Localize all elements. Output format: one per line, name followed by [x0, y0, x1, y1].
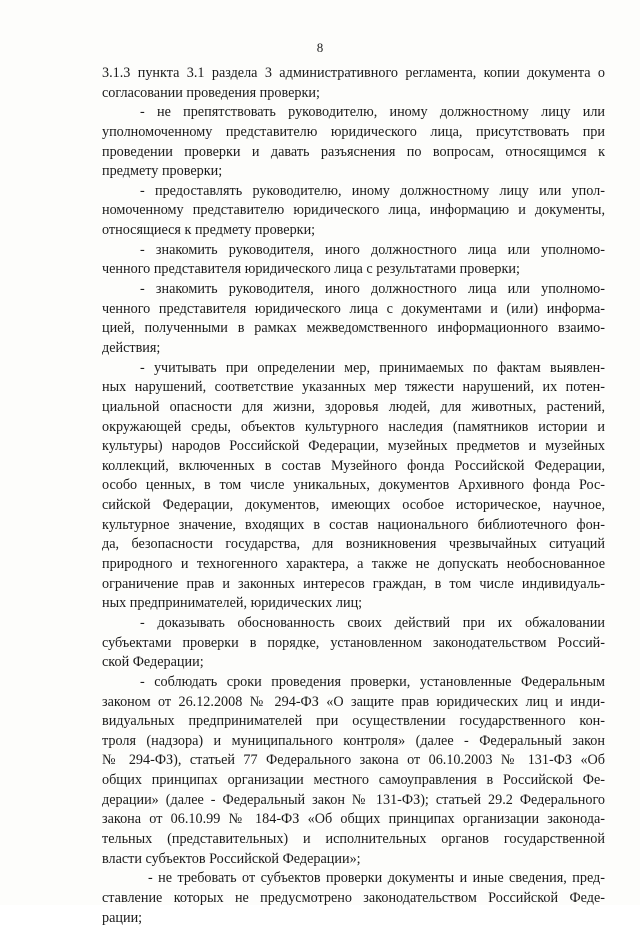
text-line: ставление которых не предусмотрено законодательством Российской Феде- — [102, 889, 605, 906]
text-line: - знакомить руководителя, иного должностного лица или уполномо- — [140, 281, 605, 298]
text-line: цией, полученными в рамках межведомственного информационного взаимо- — [102, 320, 605, 337]
text-line: окружающей среды, объектов культурного наследия (памятников истории и — [102, 418, 605, 435]
text-line: дерации» (далее - Федеральный закон № 131-ФЗ); статьей 29.2 Федерального — [102, 791, 605, 808]
text-line: ченного представителя юридического лица с документами и (или) информа- — [102, 300, 605, 317]
text-line: ных нарушений, соответствие указанных мер тяжести нарушений, их потен- — [102, 379, 605, 396]
text-line: - учитывать при определении мер, принимаемых по фактам выявлен- — [140, 359, 605, 376]
text-line: - не препятствовать руководителю, иному должностному лицу или — [140, 104, 605, 121]
text-line: - предоставлять руководителю, иному должностному лицу или упол- — [140, 182, 605, 199]
text-line: законом от 26.12.2008 № 294-ФЗ «О защите прав юридических лиц и инди- — [102, 693, 605, 710]
text-line: природного и техногенного характера, а также не допускать необоснованное — [102, 556, 605, 573]
text-line: номоченному представителю юридического лица, информацию и документы, — [102, 202, 605, 219]
text-line: - доказывать обоснованность своих действий при их обжаловании — [140, 614, 605, 631]
text-line: уполномоченному представителю юридического лица, присутствовать при — [102, 123, 605, 140]
text-line: сийской Федерации, документов, имеющих особое историческое, научное, — [102, 497, 605, 514]
text-line: троля (надзора) и муниципального контроля» (далее - Федеральный закон — [102, 732, 605, 749]
text-line: предмету проверки; — [102, 163, 223, 180]
text-line: согласовании проведения проверки; — [102, 84, 320, 101]
text-line: культуры) народов Российской Федерации, музейных предметов и музейных — [102, 438, 605, 455]
body-text — [102, 64, 605, 928]
text-line: тельных (представительных) и исполнительных органов государственной — [102, 830, 605, 847]
text-line: да, безопасности государства, для возникновения чрезвычайных ситуаций — [102, 536, 605, 553]
text-line: - соблюдать сроки проведения проверки, установленные Федеральным — [140, 673, 605, 690]
text-line: - знакомить руководителя, иного должностного лица или уполномо- — [140, 241, 605, 258]
text-line: относящиеся к предмету проверки; — [102, 222, 316, 239]
text-line: ограничение прав и законных интересов граждан, в том числе индивидуаль- — [102, 575, 605, 592]
text-line: ченного представителя юридического лица с результатами проверки; — [102, 261, 520, 278]
text-line: коллекций, включенных в состав Музейного фонда Российской Федерации, — [102, 457, 605, 474]
text-line: ской Федерации; — [102, 654, 204, 671]
text-line: проведении проверки и давать разъяснения по вопросам, относящимся к — [102, 143, 605, 160]
text-line: видуальных предпринимателей при осуществлении государственного кон- — [102, 713, 605, 730]
text-line: общих принципах организации местного самоуправления в Российской Фе- — [102, 772, 605, 789]
text-line: ных предпринимателей, юридических лиц; — [102, 595, 363, 612]
text-line: особо ценных, в том числе уникальных, документов Архивного фонда Рос- — [102, 477, 605, 494]
text-line: № 294-ФЗ), статьей 77 Федерального закона от 06.10.2003 № 131-ФЗ «Об — [102, 752, 605, 769]
text-line: действия; — [102, 339, 161, 356]
text-line: субъектами проверки в порядке, установленном законодательством Россий- — [102, 634, 605, 651]
text-line: 3.1.3 пункта 3.1 раздела 3 административного регламента, копии документа о — [102, 65, 605, 81]
text-line: циальной опасности для жизни, здоровья людей, для животных, растений, — [102, 398, 605, 415]
text-line: рации; — [102, 909, 143, 926]
text-line: - не требовать от субъектов проверки документы и иные сведения, пред- — [148, 870, 605, 887]
page-number: 8 — [316, 40, 324, 55]
text-line: культурное значение, входящих в состав национального библиотечного фон- — [102, 516, 605, 533]
text-line: власти субъектов Российской Федерации»; — [102, 850, 361, 867]
text-line: закона от 06.10.99 № 184-ФЗ «Об общих принципах организации законода- — [102, 811, 605, 828]
